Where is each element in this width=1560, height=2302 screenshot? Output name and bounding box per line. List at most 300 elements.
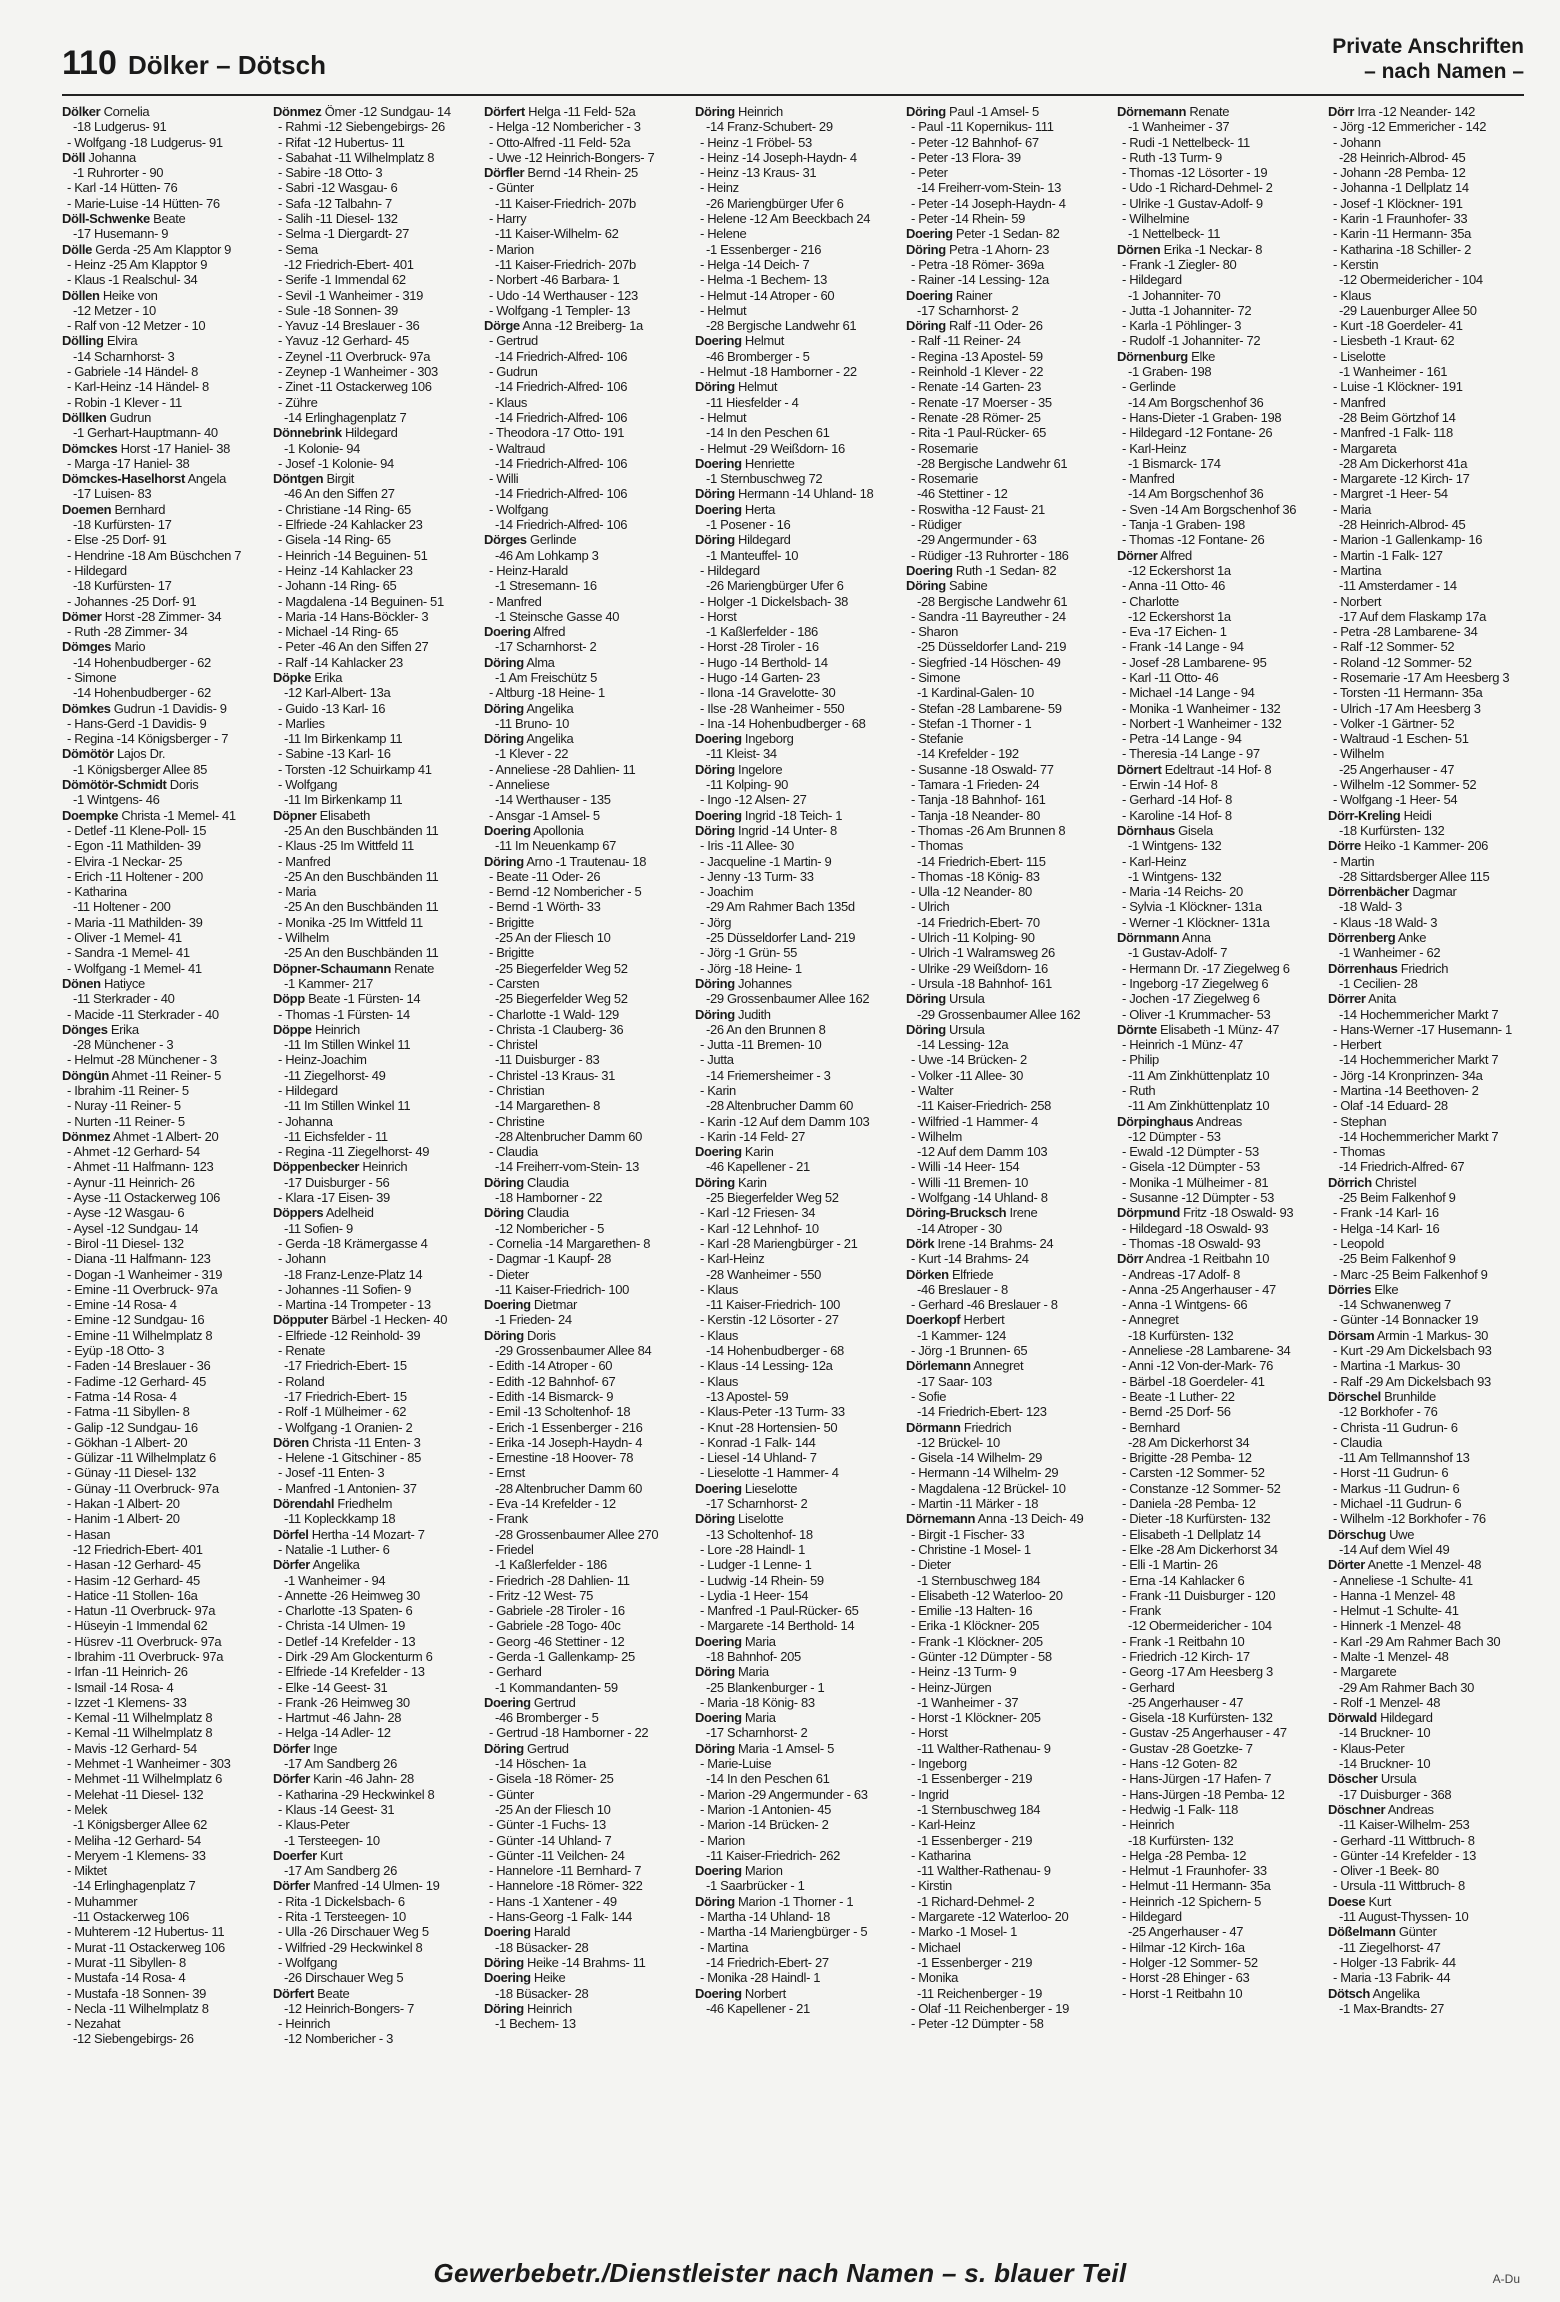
directory-entry: - Hildegard (1122, 1909, 1182, 1925)
directory-entry: - Horst -1 Reitbahn 10 (1122, 1985, 1243, 2001)
directory-entry: - Helmut -18 Hamborner - 22 (700, 364, 857, 380)
directory-entry: - Hans-Werner -17 Husemann- 1 (1333, 1021, 1512, 1037)
directory-entry: - Margarete (1333, 1664, 1397, 1680)
directory-column-5 (906, 104, 1111, 2031)
directory-entry: - Martina (1333, 562, 1382, 578)
directory-entry: - Sevil -1 Wanheimer - 319 (278, 287, 424, 303)
directory-entry: -25 Biegerfelder Weg 52 (495, 960, 628, 976)
directory-entry: - Karin -11 Hermann- 35a (1333, 226, 1472, 242)
directory-entry: - Birol -11 Diesel- 132 (67, 1235, 184, 1251)
directory-entry: - Ralf -29 Am Dickelsbach 93 (1333, 1373, 1491, 1389)
directory-entry: Döngün Ahmet -11 Reiner- 5 (62, 1067, 221, 1083)
directory-entry: Döring Gertrud (484, 1740, 569, 1756)
directory-entry: - Katharina -29 Heckwinkel 8 (278, 1786, 435, 1802)
directory-entry: -18 Kurfürsten- 132 (1339, 822, 1445, 838)
directory-entry: - Torsten -11 Hermann- 35a (1333, 685, 1483, 701)
directory-entry: - Karl -14 Hütten- 76 (67, 180, 178, 196)
directory-entry: Dörpmund Fritz -18 Oswald- 93 (1117, 1205, 1294, 1221)
directory-entry: -1 Tersteegen- 10 (284, 1832, 380, 1848)
directory-entry: - Hanna -1 Menzel- 48 (1333, 1587, 1455, 1603)
directory-entry: - Dieter (489, 1266, 529, 1282)
directory-entry: -12 Metzer - 10 (73, 302, 156, 318)
directory-entry: - Karl -11 Otto- 46 (1122, 669, 1219, 685)
page-header (0, 0, 1560, 90)
directory-entry: - Gisela -18 Römer- 25 (489, 1771, 614, 1787)
directory-entry: - Hendrine -18 Am Büschchen 7 (67, 547, 242, 563)
directory-entry: -14 Hochemmericher Markt 7 (1339, 1006, 1499, 1022)
directory-entry: - Maria (1333, 501, 1371, 517)
directory-entry: - Hildegard (1122, 272, 1182, 288)
directory-entry: -11 Kolping- 90 (706, 777, 788, 793)
directory-entry: - Walter (911, 1083, 954, 1098)
directory-entry: - Erich -11 Holtener - 200 (67, 868, 203, 884)
directory-entry: - Luise -1 Klöckner- 191 (1333, 379, 1463, 395)
section-title-line2: – nach Namen – (1364, 60, 1524, 83)
directory-entry: Döppers Adelheid (273, 1205, 374, 1221)
directory-entry: - Aysel -12 Sundgau- 14 (67, 1220, 199, 1236)
directory-entry: - Emilie -13 Halten- 16 (911, 1603, 1033, 1619)
directory-entry: - Günter -14 Krefelder - 13 (1333, 1847, 1477, 1863)
directory-entry: - Ralf -12 Sommer- 52 (1333, 639, 1455, 655)
directory-entry: -14 Lessing- 12a (917, 1037, 1009, 1053)
directory-entry: - Ibrahim -11 Overbruck- 97a (67, 1648, 224, 1664)
directory-entry: - Jörg (700, 914, 732, 930)
directory-entry: - Horst -1 Klöckner- 205 (911, 1710, 1041, 1726)
directory-entry: - Ruth -13 Turm- 9 (1122, 149, 1222, 165)
directory-entry: - Tanja -18 Neander- 80 (911, 807, 1041, 823)
directory-entry: - Anna -11 Otto- 46 (1122, 578, 1225, 594)
directory-entry: Döring Paul -1 Amsel- 5 (906, 104, 1039, 119)
directory-entry: Dörnemann Anna -13 Deich- 49 (906, 1511, 1084, 1527)
directory-entry: - Jörg -12 Emmericher - 142 (1333, 119, 1487, 135)
directory-entry: - Klaus-Peter (1333, 1740, 1405, 1756)
directory-entry: - Karl -12 Friesen- 34 (700, 1205, 816, 1221)
directory-entry: Döllken Gudrun (62, 409, 152, 425)
directory-entry: - Georg -17 Am Heesberg 3 (1122, 1664, 1273, 1680)
directory-entry: Döring Petra -1 Ahorn- 23 (906, 241, 1049, 257)
directory-entry: Dömckes-Haselhorst Angela (62, 471, 226, 487)
directory-entry: - Ulla -26 Dirschauer Weg 5 (278, 1924, 429, 1940)
directory-entry: - Regina -14 Königsberger - 7 (67, 731, 229, 747)
directory-entry: -14 Scharnhorst- 3 (73, 348, 175, 364)
directory-entry: Dörfler Bernd -14 Rhein- 25 (484, 165, 638, 181)
directory-entry: - Jacqueline -1 Martin- 9 (700, 853, 832, 869)
directory-entry: - Thomas -18 Oswald- 93 (1122, 1235, 1261, 1251)
directory-entry: -12 Karl-Albert- 13a (284, 685, 391, 701)
directory-entry: -14 Werthauser - 135 (495, 792, 611, 808)
directory-entry: -1 Essenberger - 219 (917, 1771, 1033, 1787)
directory-entry: - Michael -11 Gudrun- 6 (1333, 1496, 1462, 1512)
directory-entry: - Katharina (911, 1847, 971, 1863)
directory-entry: -1 Kammer- 124 (917, 1327, 1007, 1343)
directory-entry: - Theodora -17 Otto- 191 (489, 425, 625, 441)
directory-entry: - Sabri -12 Wasgau- 6 (278, 180, 398, 196)
directory-entry: -14 Freiherr-vom-Stein- 13 (495, 1159, 640, 1175)
directory-entry: - Stefan -28 Lambarene- 59 (911, 700, 1062, 716)
directory-entry: -14 Bruckner- 10 (1339, 1756, 1431, 1772)
directory-entry: - Marga -17 Haniel- 38 (67, 455, 190, 471)
directory-entry: - Heinz -13 Kraus- 31 (700, 165, 817, 181)
directory-entry: - Roland (278, 1373, 325, 1389)
directory-entry: Döllen Heike von (62, 287, 158, 303)
directory-entry: - Fatma -11 Sibyllen- 8 (67, 1404, 190, 1420)
directory-entry: - Helga -28 Pemba- 12 (1122, 1847, 1247, 1863)
directory-entry: Doering Harald (484, 1924, 571, 1940)
directory-entry: - Marion -1 Antonien- 45 (700, 1801, 832, 1817)
directory-entry: Dörnen Erika -1 Neckar- 8 (1117, 241, 1263, 257)
directory-entry: -28 Altenbrucher Damm 60 (495, 1128, 642, 1144)
directory-entry: -14 Am Borgschenhof 36 (1128, 486, 1264, 502)
directory-entry: - Heinrich (278, 2016, 331, 2032)
directory-entry: - Bernhard (1122, 1419, 1180, 1435)
directory-entry: Döll-Schwenke Beate (62, 211, 186, 227)
directory-entry: - Hedwig -1 Falk- 118 (1122, 1801, 1238, 1817)
directory-entry: Doering Lieselotte (695, 1480, 798, 1496)
directory-entry: - Martin -1 Falk- 127 (1333, 547, 1443, 563)
directory-entry: - Klaus -25 Im Wittfeld 11 (278, 838, 414, 854)
directory-entry: -25 Angerhauser - 47 (1128, 1694, 1244, 1710)
directory-entry: - Izzet -1 Klemens- 33 (67, 1694, 187, 1710)
directory-entry: - Fatma -14 Rosa- 4 (67, 1388, 177, 1404)
directory-entry: - Anna -25 Angerhauser - 47 (1122, 1281, 1276, 1297)
directory-entry: - Margarete -12 Waterloo- 20 (911, 1909, 1069, 1925)
directory-entry: - Peter -14 Joseph-Haydn- 4 (911, 195, 1066, 211)
directory-entry: - Thomas (1333, 1144, 1385, 1160)
directory-entry: Dörge Anna -12 Breiberg- 1a (484, 318, 643, 334)
directory-entry: -29 Angermunder - 63 (917, 532, 1037, 548)
directory-entry: - Marion (489, 241, 534, 257)
directory-entry: Doering Maria (695, 1633, 776, 1649)
directory-entry: - Regina -11 Ziegelhorst- 49 (278, 1144, 430, 1160)
directory-entry: - Gisela -12 Dümpter - 53 (1122, 1159, 1260, 1175)
directory-entry: -12 Nombericher - 5 (495, 1220, 604, 1236)
directory-entry: - Meliha -12 Gerhard- 54 (67, 1832, 201, 1848)
directory-entry: - Charlotte (1122, 593, 1179, 609)
directory-entry: Döring Johannes (695, 975, 792, 991)
directory-entry: -11 Ziegelhorst- 47 (1339, 1939, 1441, 1955)
directory-entry: - Rainer -14 Lessing- 12a (911, 272, 1049, 288)
directory-entry: - Günter -14 Bonnacker 19 (1333, 1312, 1479, 1328)
directory-entry: - Martina -1 Markus- 30 (1333, 1358, 1461, 1374)
directory-entry: - Eva -17 Eichen- 1 (1122, 624, 1227, 640)
directory-entry: Döring Sabine (906, 578, 988, 594)
directory-entry: -14 Friedrich-Alfred- 106 (495, 409, 628, 425)
directory-entry: - Dieter -18 Kurfürsten- 132 (1122, 1511, 1271, 1527)
directory-entry: - Wilhelm (911, 1128, 963, 1144)
directory-entry: - Karla -1 Pöhlinger- 3 (1122, 318, 1242, 334)
directory-entry: - Rosemarie (911, 440, 978, 456)
directory-entry: -11 Im Neuenkamp 67 (495, 838, 617, 854)
directory-column-7 (1328, 104, 1524, 2016)
directory-entry: - Gabriele -14 Händel- 8 (67, 364, 199, 380)
directory-entry: - Ludger -1 Lenne- 1 (700, 1557, 812, 1573)
directory-entry: - Harry (489, 211, 527, 227)
directory-entry: Doese Kurt (1328, 1893, 1391, 1909)
directory-entry: -1 Frieden- 24 (495, 1312, 572, 1328)
directory-entry: - Carsten -12 Sommer- 52 (1122, 1465, 1265, 1481)
directory-entry: Dörk Irene -14 Brahms- 24 (906, 1235, 1054, 1251)
directory-entry: -17 Duisburger - 56 (284, 1174, 390, 1190)
directory-entry: - Helga -14 Deich- 7 (700, 256, 810, 272)
directory-entry: -1 Steinsche Gasse 40 (495, 608, 620, 624)
directory-entry: - Elvira -1 Neckar- 25 (67, 853, 183, 869)
directory-entry: Döring Helmut (695, 379, 778, 395)
directory-entry: -12 Friedrich-Ebert- 401 (284, 256, 414, 272)
directory-entry: Doering Alfred (484, 624, 566, 640)
directory-entry: - Norbert (1333, 593, 1382, 609)
directory-entry: -14 Franz-Schubert- 29 (706, 119, 833, 135)
directory-entry: - Gabriele -28 Tiroler - 16 (489, 1603, 625, 1619)
directory-entry: -14 Friedrich-Ebert- 70 (917, 914, 1040, 930)
directory-entry: - Hasan -12 Gerhard- 45 (67, 1557, 201, 1573)
directory-entry: - Frank -26 Heimweg 30 (278, 1694, 410, 1710)
directory-entry: - Eva -14 Krefelder - 12 (489, 1496, 616, 1512)
directory-entry: - Leopold (1333, 1235, 1385, 1251)
directory-entry: Doerfer Kurt (273, 1847, 343, 1863)
directory-entry: - Ulrike -1 Gustav-Adolf- 9 (1122, 195, 1263, 211)
directory-entry: - Gerda -18 Krämergasse 4 (278, 1235, 428, 1251)
directory-entry: Dömötör Lajos Dr. (62, 746, 166, 762)
directory-entry: - Hans-Jürgen -18 Pemba- 12 (1122, 1786, 1285, 1802)
directory-entry: -1 Wanheimer - 62 (1339, 945, 1441, 961)
directory-entry: - Gerhard -14 Hof- 8 (1122, 792, 1233, 808)
directory-entry: - Fadime -12 Gerhard- 45 (67, 1373, 206, 1389)
directory-entry: -25 Düsseldorfer Land- 219 (917, 639, 1067, 655)
directory-entry: - Christiane -14 Ring- 65 (278, 501, 411, 517)
directory-entry: Doering Peter -1 Sedan- 82 (906, 226, 1060, 242)
directory-entry: - Manfred (1122, 471, 1175, 487)
directory-entry: - Philip (1122, 1052, 1159, 1068)
directory-entry: - Horst (911, 1725, 948, 1741)
directory-entry: -18 Ludgerus- 91 (73, 119, 167, 135)
directory-entry: -46 Bromberger - 5 (706, 348, 810, 364)
directory-entry: - Manfred -1 Antonien- 37 (278, 1480, 417, 1496)
directory-entry: -25 Angerhauser - 47 (1128, 1924, 1244, 1940)
directory-entry: - Margareta (1333, 440, 1397, 456)
directory-entry: - Rudi -1 Nettelbeck- 11 (1122, 134, 1250, 150)
directory-entry: -1 Nettelbeck- 11 (1128, 226, 1221, 242)
directory-entry: -1 Richard-Dehmel- 2 (917, 1893, 1035, 1909)
directory-entry: - Wilhelm (1333, 746, 1385, 762)
directory-entry: - Murat -11 Sibyllen- 8 (67, 1954, 186, 1970)
directory-entry: - Martina -14 Trompeter - 13 (278, 1297, 431, 1313)
directory-entry: - Anneliese -28 Dahlien- 11 (489, 761, 636, 777)
directory-entry: - Sule -18 Sonnen- 39 (278, 302, 398, 318)
directory-entry: - Heinz -1 Fröbel- 53 (700, 134, 812, 150)
directory-entry: Dörrenhaus Friedrich (1328, 960, 1449, 976)
directory-entry: - Wilfried -29 Heckwinkel 8 (278, 1939, 423, 1955)
directory-entry: -12 Obermeidericher - 104 (1128, 1618, 1272, 1634)
directory-entry: - Ingrid (911, 1786, 949, 1802)
directory-entry: -12 Borkhofer - 76 (1339, 1404, 1438, 1420)
directory-entry: - Heinrich -14 Beguinen- 51 (278, 547, 428, 563)
directory-entry: - Manfred -1 Falk- 118 (1333, 425, 1453, 441)
directory-entry: -1 Gerhart-Hauptmann- 40 (73, 425, 218, 441)
directory-entry: -11 August-Thyssen- 10 (1339, 1909, 1469, 1925)
directory-entry: - Edith -14 Bismarck- 9 (489, 1388, 614, 1404)
directory-entry: -17 Am Sandberg 26 (284, 1863, 397, 1879)
directory-entry: - Marlies (278, 715, 325, 731)
directory-entry: - Ernst (489, 1465, 525, 1481)
directory-entry: - Wolfgang (489, 501, 549, 517)
directory-entry: - Frank -11 Duisburger - 120 (1122, 1587, 1276, 1603)
directory-entry: - Mehmet -11 Wilhelmplatz 6 (67, 1771, 223, 1787)
directory-entry: Döpke Erika (273, 669, 343, 685)
directory-entry: -14 Friedrich-Ebert- 115 (917, 853, 1046, 869)
directory-entry: - Ruth (1122, 1083, 1156, 1098)
directory-entry: -14 Erlinghagenplatz 7 (284, 409, 407, 425)
directory-entry: - Iris -11 Allee- 30 (700, 838, 794, 854)
directory-entry: -26 Mariengbürger Ufer 6 (706, 195, 844, 211)
directory-entry: - Günter (489, 180, 534, 196)
directory-entry: -14 Friedrich-Alfred- 106 (495, 517, 628, 533)
directory-entry: Döring Heike -14 Brahms- 11 (484, 1954, 646, 1970)
directory-entry: - Selma -1 Diergardt- 27 (278, 226, 410, 242)
directory-entry: Döpp Beate -1 Fürsten- 14 (273, 991, 421, 1007)
directory-entry: - Hermann Dr. -17 Ziegelweg 6 (1122, 960, 1290, 976)
directory-entry: -1 Wanheimer - 37 (1128, 119, 1230, 135)
directory-entry: - Ulla -12 Neander- 80 (911, 884, 1032, 900)
directory-entry: Doering Herta (695, 501, 775, 517)
directory-entry: Dörfer Karin -46 Jahn- 28 (273, 1771, 414, 1787)
directory-entry: - Volker -1 Gärtner- 52 (1333, 715, 1455, 731)
directory-entry: -1 Sternbuschweg 184 (917, 1572, 1041, 1588)
directory-column-4 (695, 104, 900, 2016)
directory-entry: -1 Kammer- 217 (284, 975, 374, 991)
directory-entry: Dörnemann Renate (1117, 104, 1230, 119)
directory-entry: - Meryem -1 Klemens- 33 (67, 1847, 206, 1863)
directory-entry: - Wolfgang -1 Heer- 54 (1333, 792, 1458, 808)
directory-entry: Dörfert Helga -11 Feld- 52a (484, 104, 636, 119)
directory-entry: - Josef -1 Klöckner- 191 (1333, 195, 1463, 211)
directory-entry: - Helga -14 Karl- 16 (1333, 1220, 1440, 1236)
directory-entry: - Peter -14 Rhein- 59 (911, 211, 1026, 227)
directory-entry: - Josef -28 Lambarene- 95 (1122, 654, 1267, 670)
directory-entry: - Wilfried -1 Hammer- 4 (911, 1113, 1039, 1129)
directory-entry: -17 Auf dem Flaskamp 17a (1339, 608, 1486, 624)
directory-entry: -17 Am Sandberg 26 (284, 1756, 397, 1772)
directory-entry: - Bernd -12 Nombericher - 5 (489, 884, 642, 900)
directory-entry: -12 Brückel- 10 (917, 1434, 1000, 1450)
directory-entry: - Jutta -11 Bremen- 10 (700, 1037, 822, 1053)
directory-entry: -46 Stettiner - 12 (917, 486, 1008, 502)
directory-entry: -11 Im Stillen Winkel 11 (284, 1037, 411, 1053)
directory-entry: -25 An der Fliesch 10 (495, 930, 611, 946)
directory-entry: - Ilse -28 Wanheimer - 550 (700, 700, 845, 716)
directory-entry: Dörter Anette -1 Menzel- 48 (1328, 1557, 1482, 1573)
directory-entry: -26 An den Brunnen 8 (706, 1021, 826, 1037)
directory-entry: - Oliver -1 Beek- 80 (1333, 1863, 1439, 1879)
directory-entry: -28 Bergische Landwehr 61 (706, 318, 857, 334)
directory-entry: - Karl-Heinz -14 Händel- 8 (67, 379, 209, 395)
directory-entry: - Christa -11 Gudrun- 6 (1333, 1419, 1458, 1435)
directory-entry: - Holger -1 Dickelsbach- 38 (700, 593, 849, 609)
directory-entry: - Tanja -18 Bahnhof- 161 (911, 792, 1046, 808)
directory-entry: - Heinrich -12 Spichern- 5 (1122, 1893, 1262, 1909)
directory-entry: -14 Friedrich-Alfred- 106 (495, 348, 628, 364)
directory-entry: Dörrenberg Anke (1328, 930, 1427, 946)
directory-entry: - Ismail -14 Rosa- 4 (67, 1679, 174, 1695)
directory-entry: - Holger -12 Sommer- 52 (1122, 1954, 1258, 1970)
directory-entry: -12 Dümpter - 53 (1128, 1128, 1221, 1144)
directory-entry: - Ernestine -18 Hoover- 78 (489, 1450, 634, 1466)
directory-entry: -14 Atroper - 30 (917, 1220, 1002, 1236)
directory-entry: -11 Kaiser-Friedrich- 207b (495, 256, 636, 272)
directory-entry: -1 Bismarck- 174 (1128, 455, 1221, 471)
directory-entry: - Martin -11 Märker - 18 (911, 1496, 1039, 1512)
directory-entry: Döscher Ursula (1328, 1771, 1417, 1787)
directory-entry: - Brigitte (489, 914, 534, 930)
directory-entry: Dörfer Manfred -14 Ulmen- 19 (273, 1878, 440, 1894)
directory-entry: -1 Essenberger - 216 (706, 241, 822, 257)
directory-entry: -14 Hohenbudberger - 62 (73, 685, 211, 701)
directory-entry: - Martha -14 Uhland- 18 (700, 1909, 830, 1925)
directory-entry: - Frank -1 Klöckner- 205 (911, 1633, 1043, 1649)
directory-entry: - Elfriede -14 Krefelder - 13 (278, 1664, 425, 1680)
directory-entry: -11 Sterkrader - 40 (73, 991, 175, 1007)
directory-entry: -28 Altenbrucher Damm 60 (706, 1098, 853, 1114)
directory-entry: - Thomas -18 König- 83 (911, 868, 1040, 884)
directory-entry: - Michael -14 Ring- 65 (278, 624, 399, 640)
directory-entry: Döll Johanna (62, 149, 136, 165)
directory-entry: Dönmez Ömer -12 Sundgau- 14 (273, 104, 451, 119)
directory-entry: -28 Bergische Landwehr 61 (917, 455, 1068, 471)
directory-entry: Dörrer Anita (1328, 991, 1397, 1007)
directory-entry: - Erika -1 Klöckner- 205 (911, 1618, 1040, 1634)
directory-entry: - Thomas -12 Lösorter - 19 (1122, 165, 1268, 181)
directory-entry: -25 An den Buschbänden 11 (284, 945, 439, 961)
directory-entry: Dörnte Elisabeth -1 Münz- 47 (1117, 1021, 1280, 1037)
directory-entry: Dörmann Friedrich (906, 1419, 1012, 1435)
directory-entry: - Monika -25 Im Wittfeld 11 (278, 914, 423, 930)
directory-entry: Doering Rainer (906, 287, 993, 303)
directory-entry: -26 Dirschauer Weg 5 (284, 1970, 404, 1986)
directory-entry: - Gerhard (1122, 1679, 1175, 1695)
directory-entry: Dörrich Christel (1328, 1174, 1417, 1190)
directory-entry: - Wolfgang -14 Uhland- 8 (911, 1190, 1048, 1206)
directory-entry: - Bernd -25 Dorf- 56 (1122, 1404, 1231, 1420)
directory-entry: Dören Christa -11 Enten- 3 (273, 1434, 421, 1450)
directory-entry: - Anneliese -1 Schulte- 41 (1333, 1572, 1473, 1588)
directory-entry: - Roswitha -12 Faust- 21 (911, 501, 1045, 517)
directory-entry: - Zeynel -11 Overbruck- 97a (278, 348, 431, 364)
directory-entry: -11 Kaiser-Friedrich- 100 (706, 1297, 841, 1313)
directory-entry: - Beate -1 Luther- 22 (1122, 1388, 1235, 1404)
directory-entry: Doempke Christa -1 Memel- 41 (62, 807, 236, 823)
directory-entry: Dörsam Armin -1 Markus- 30 (1328, 1327, 1488, 1343)
directory-entry: - Ingeborg -17 Ziegelweg 6 (1122, 975, 1269, 991)
directory-entry: -1 Stresemann- 16 (495, 578, 597, 594)
directory-entry: - Helmut -14 Atroper - 60 (700, 287, 835, 303)
directory-entry: Dönges Erika (62, 1021, 139, 1037)
directory-entry: - Beate -11 Oder- 26 (489, 868, 601, 884)
directory-entry: - Maria -14 Hans-Böckler- 3 (278, 608, 429, 624)
directory-entry: - Knut -28 Hortensien- 50 (700, 1419, 838, 1435)
directory-entry: Doering Maria (695, 1710, 776, 1726)
directory-entry: - Wolfgang -1 Oranien- 2 (278, 1419, 413, 1435)
directory-entry: - Hans-Georg -1 Falk- 144 (489, 1909, 632, 1925)
directory-entry: -11 Holtener - 200 (73, 899, 171, 915)
directory-entry: Dörfel Hertha -14 Mozart- 7 (273, 1526, 425, 1542)
directory-entry: - Maria -11 Mathilden- 39 (67, 914, 203, 930)
directory-entry: - Gertrud (489, 333, 538, 349)
directory-entry: -14 Friedrich-Alfred- 67 (1339, 1159, 1465, 1175)
directory-entry: - Reinhold -1 Klever - 22 (911, 364, 1044, 380)
directory-entry: -14 Hochemmericher Markt 7 (1339, 1128, 1499, 1144)
directory-entry: - Jenny -13 Turm- 33 (700, 868, 814, 884)
directory-entry: - Heinz-Jürgen (911, 1679, 992, 1695)
directory-entry: - Manfred (1333, 394, 1386, 410)
